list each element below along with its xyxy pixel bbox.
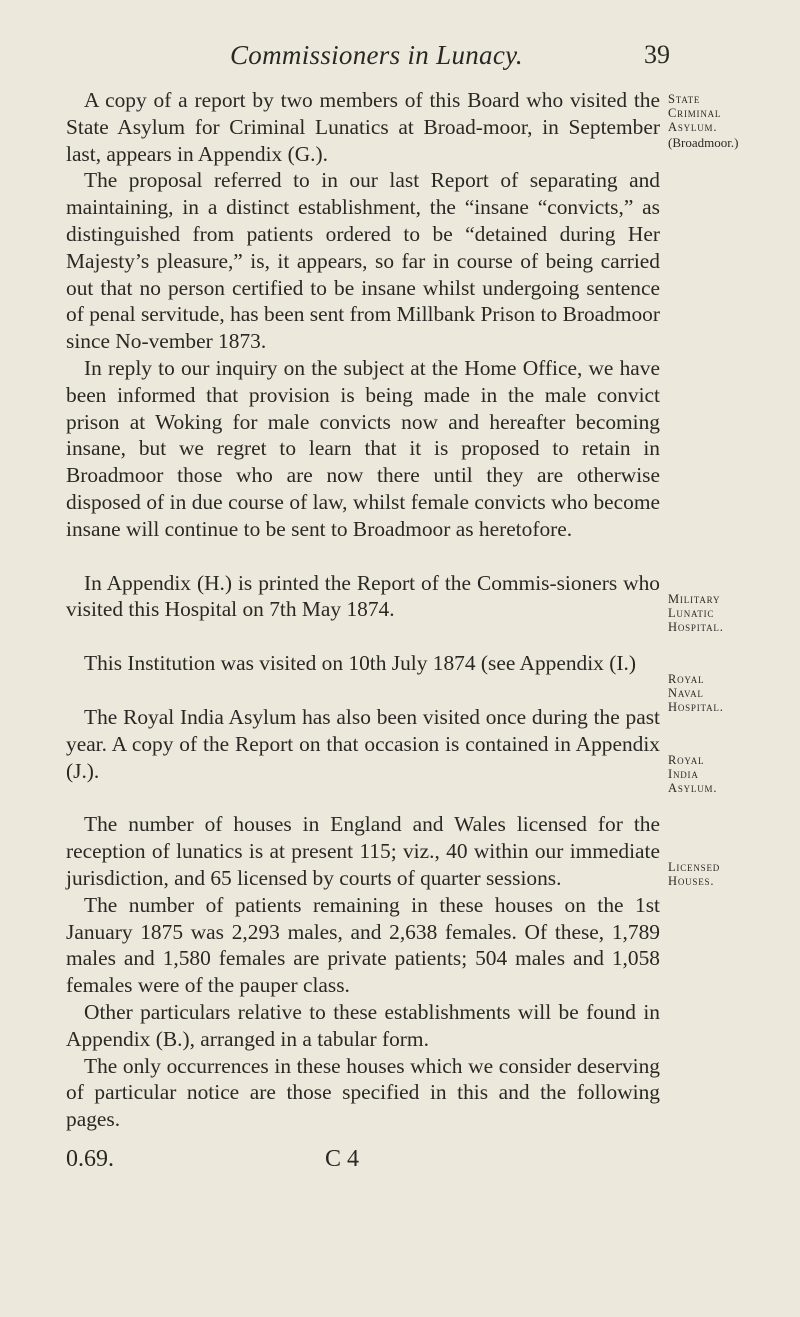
paragraph-broadmoor-report: A copy of a report by two members of this Board who visited the State Asylum for Criminal Lunatics at Broad-moor, in September last, appears in Appendix (G.). bbox=[66, 88, 660, 166]
paragraph-home-office-reply: In reply to our inquiry on the subject at the Home Office, we have been informed that provision is being made in the male convict prison at Woking for male convicts now and hereafter becoming insane, but we regret to learn that it is proposed to retain in Broadmoor those who are now there until they are otherwise disposed of in due course of law, whilst female convicts who become insane will continue to be sent to Broadmoor as heretofore. bbox=[66, 355, 660, 541]
body-text bbox=[66, 87, 660, 1133]
margin-note-line: Military bbox=[668, 592, 721, 606]
printer-signature: 0.69. bbox=[66, 1146, 114, 1172]
page-header bbox=[0, 40, 800, 80]
margin-note-line: Royal bbox=[668, 753, 705, 767]
margin-note-line: Royal bbox=[668, 672, 705, 686]
margin-note-military-lunatic-hospital bbox=[668, 593, 796, 634]
page-footer bbox=[0, 1146, 800, 1186]
margin-note-line: Hospital. bbox=[668, 619, 724, 634]
margin-note-line: Naval bbox=[668, 685, 704, 700]
sheet-mark: C 4 bbox=[325, 1146, 360, 1172]
margin-note-line: Asylum. bbox=[668, 780, 718, 795]
margin-note-line: India bbox=[668, 766, 699, 781]
margin-note-royal-india-asylum bbox=[668, 754, 796, 795]
paragraph-patients-remaining: The number of patients remaining in these houses on the 1st January 1875 was 2,293 males, and 2,638 females. Of these, 1,789 males and 1,580 females are private patients; 504 males and 1,058 females were of the pauper class. bbox=[66, 892, 660, 998]
paragraph-naval-hospital: This Institution was visited on 10th July 1874 (see Appendix (I.) bbox=[84, 651, 636, 676]
page-number: 39 bbox=[644, 40, 670, 69]
margin-note-line: Criminal bbox=[668, 105, 722, 120]
paragraph-india-asylum: The Royal India Asylum has also been visited once during the past year. A copy of the Report on that occasion is contained in Appendix (J.). bbox=[66, 704, 660, 783]
margin-note-licensed-houses bbox=[668, 861, 796, 889]
margin-note-line: Hospital. bbox=[668, 699, 724, 714]
margin-note-line: Houses. bbox=[668, 873, 715, 888]
margin-note-state-criminal-asylum bbox=[668, 93, 796, 152]
margin-note-line: Lunatic bbox=[668, 605, 715, 620]
paragraph-occurrences: The only occurrences in these houses which we consider deserving of particular notice are those specified in this and the following pages. bbox=[66, 1053, 660, 1132]
margin-note-royal-naval-hospital bbox=[668, 673, 796, 714]
paragraph-licensed-houses-count: The number of houses in England and Wales licensed for the reception of lunatics is at present 115; viz., 40 within our immediate jurisdiction, and 65 licensed by courts of quarter sessions. bbox=[66, 812, 660, 890]
margin-note-line: (Broadmoor.) bbox=[668, 135, 739, 151]
paragraph-separating-convicts: The proposal referred to in our last Report of separating and maintaining, in a distinct establishment, the “insane “convicts,” as distinguished from patients ordered to be “detained during Her Majesty’s pleasure,” is, it appears, so far in course of being carried out that no person certified to be insane whilst undergoing sentence of penal servitude, has been sent from Millbank Prison to Broadmoor since No-vember 1873. bbox=[66, 168, 660, 354]
running-title: Commissioners in Lunacy. bbox=[230, 40, 523, 70]
paragraph-military-hospital: In Appendix (H.) is printed the Report of the Commis-sioners who visited this Hospital on 7th May 1874. bbox=[66, 570, 660, 622]
margin-note-line: Licensed bbox=[668, 860, 721, 874]
margin-note-line: Asylum. bbox=[668, 119, 718, 134]
margin-note-line: State bbox=[668, 92, 701, 106]
paragraph-other-particulars: Other particulars relative to these establishments will be found in Appendix (B.), arranged in a tabular form. bbox=[66, 999, 660, 1051]
